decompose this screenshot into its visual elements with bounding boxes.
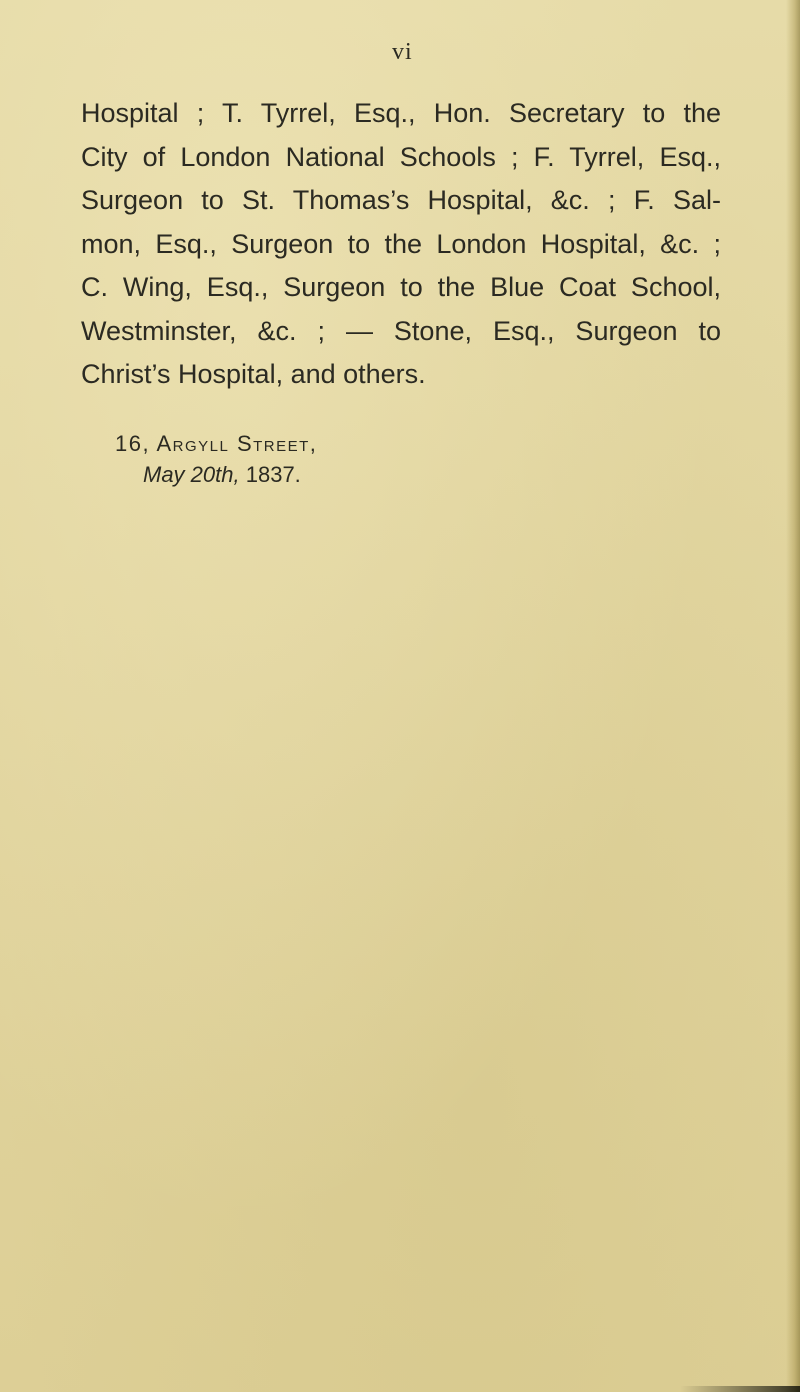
page-number: vi [392, 39, 413, 65]
page-edge-shadow [786, 0, 800, 1392]
text-line: Hospital ; T. Tyrrel, Esq., Hon. Secretary to the [81, 98, 721, 128]
date-line [115, 459, 317, 490]
text-line: C. Wing, Esq., Surgeon to the Blue Coat School, [81, 272, 721, 302]
body-paragraph [81, 92, 721, 397]
text-line: Christ’s Hospital, and others. [81, 359, 426, 389]
signature-address-block [115, 428, 317, 490]
date-year: 1837. [245, 462, 301, 487]
date-month-day: May 20th, [143, 462, 240, 487]
text-line: City of London National Schools ; F. Tyrrel, Esq., [81, 141, 721, 172]
text-line: Westminster, &c. ; — Stone, Esq., Surgeon to [81, 315, 721, 346]
page-corner-shadow [680, 1386, 800, 1392]
text-line: mon, Esq., Surgeon to the London Hospital, &c. ; [81, 228, 721, 259]
street-address: 16, Argyll Street, [115, 431, 318, 456]
text-line: Surgeon to St. Thomas’s Hospital, &c. ; F. Sal- [81, 185, 721, 215]
